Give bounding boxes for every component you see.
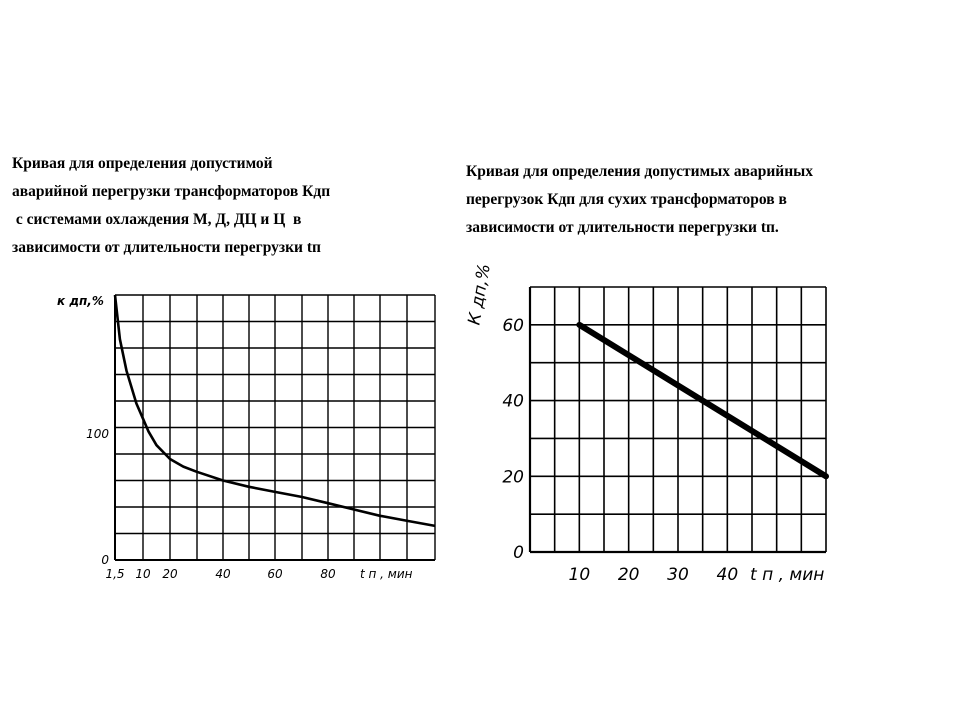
x-tick-label-0: 10 <box>568 565 591 585</box>
chart-left-overload-curve <box>40 270 460 600</box>
y-tick-label-1: 20 <box>502 467 524 488</box>
y-tick-label-3: 60 <box>502 315 524 336</box>
y-tick-label-0: 0 <box>513 543 524 563</box>
x-axis-title: t п , мин <box>360 567 413 581</box>
x-tick-label-5: 80 <box>320 567 336 581</box>
x-tick-label-1: 20 <box>617 565 640 585</box>
x-tick-label-2: 20 <box>162 567 178 581</box>
y-tick-label-1: 100 <box>86 426 109 441</box>
x-tick-label-3: 40 <box>716 565 739 585</box>
y-axis-title: к дп,% <box>57 294 104 308</box>
x-tick-label-0: 1,5 <box>105 567 125 581</box>
y-tick-label-0: 0 <box>101 553 109 567</box>
x-tick-label-2: 30 <box>667 565 689 585</box>
caption-left-line-1: Кривая для определения допустимой <box>12 155 273 172</box>
caption-right-line-3: зависимости от длительности перегрузки tп. <box>466 219 779 236</box>
x-axis-title: t п , мин <box>750 565 825 585</box>
caption-left-line-3: с системами охлаждения М, Д, ДЦ и Ц в <box>12 211 302 228</box>
chart-right-dry-transformer <box>460 262 860 610</box>
x-tick-label-3: 40 <box>215 567 231 581</box>
y-tick-label-2: 40 <box>502 391 524 412</box>
y-axis-title: К дп,% <box>464 262 495 327</box>
x-tick-label-4: 60 <box>267 567 283 581</box>
caption-right <box>466 158 951 242</box>
x-tick-label-1: 10 <box>135 567 151 581</box>
caption-right-line-1: Кривая для определения допустимых аварийных <box>466 163 814 180</box>
caption-left-line-2: аварийной перегрузки трансформаторов Кдп <box>12 183 331 200</box>
caption-left <box>12 150 457 262</box>
caption-right-line-2: перегрузок Кдп для сухих трансформаторов в <box>466 191 787 208</box>
caption-left-line-4: зависимости от длительности перегрузки tп <box>12 239 321 256</box>
